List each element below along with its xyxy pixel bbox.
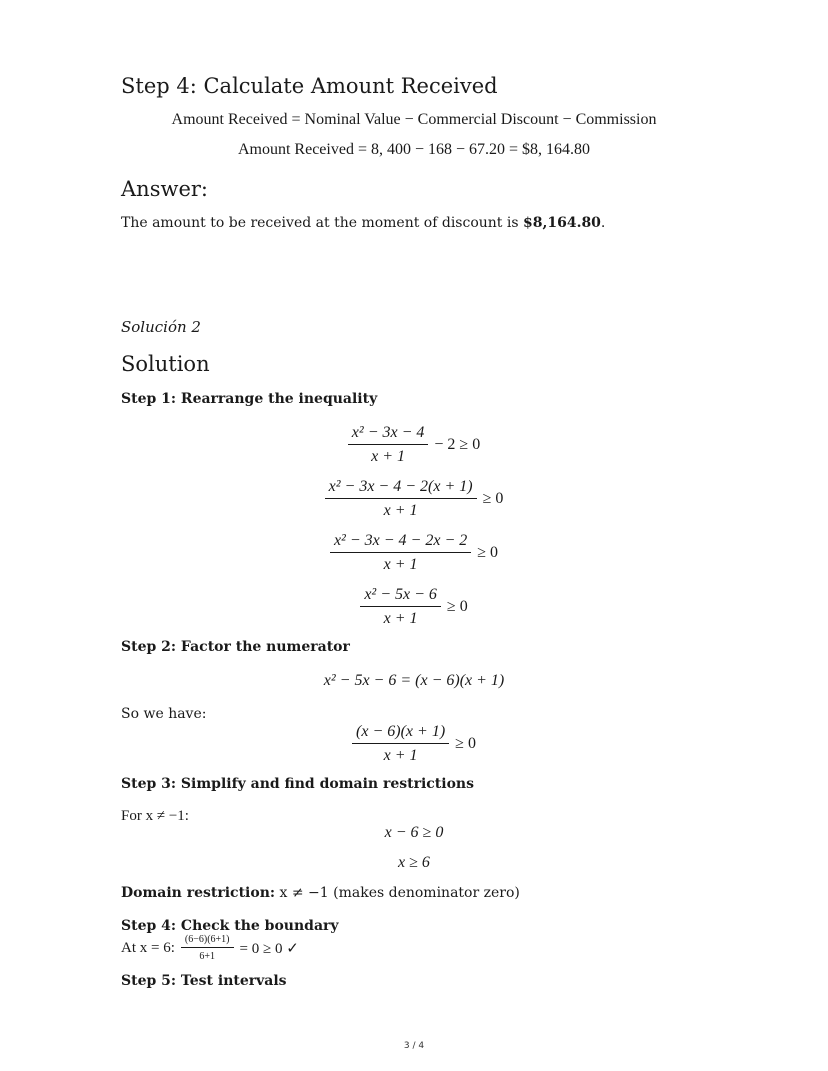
fraction	[352, 723, 449, 765]
denominator: x + 1	[371, 448, 406, 465]
step4-heading: Step 4: Calculate Amount Received	[121, 74, 498, 98]
step2-heading: Step 2: Factor the numerator	[121, 639, 350, 655]
step4-boundary-heading: Step 4: Check the boundary	[121, 918, 339, 934]
factored-inequality	[0, 723, 828, 765]
boundary-prefix: At x = 6:	[121, 939, 175, 956]
solucion-label: Solución 2	[121, 318, 201, 336]
page-number	[0, 1041, 828, 1051]
inequality-row-4	[0, 586, 828, 628]
denominator: 6+1	[199, 951, 216, 962]
formula-text: Amount Received = Nominal Value − Commercial Discount − Commission	[171, 111, 657, 128]
numerator: (6−6)(6+1)	[181, 934, 234, 948]
step1-heading: Step 1: Rearrange the inequality	[121, 391, 378, 407]
simplified-inequality-1	[0, 824, 828, 842]
simplified-text: x ≥ 6	[398, 854, 430, 871]
simplified-inequality-2	[0, 854, 828, 872]
for-x-condition: For x ≠ −1:	[121, 808, 189, 824]
fraction	[360, 586, 441, 628]
numerator: x² − 3x − 4 − 2(x + 1)	[325, 478, 477, 499]
inequality-rest: ≥ 0	[482, 490, 504, 507]
domain-restriction	[121, 885, 520, 901]
solution-heading: Solution	[121, 352, 210, 376]
inequality-rest: ≥ 0	[455, 735, 476, 752]
answer-heading: Answer:	[121, 177, 208, 201]
fraction	[330, 532, 471, 574]
answer-prefix: The amount to be received at the moment of discount is	[121, 215, 523, 231]
fraction	[325, 478, 477, 520]
inequality-row-3	[0, 532, 828, 574]
denominator: x + 1	[383, 610, 418, 627]
factor-equation-text: x² − 5x − 6 = (x − 6)(x + 1)	[323, 672, 505, 689]
inequality-row-2	[0, 478, 828, 520]
numerator: x² − 5x − 6	[360, 586, 441, 607]
answer-text	[121, 215, 605, 231]
answer-value: $8,164.80	[522, 215, 601, 231]
inequality-rest: − 2 ≥ 0	[434, 436, 481, 453]
inequality-rest: ≥ 0	[477, 544, 499, 561]
boundary-fraction	[181, 934, 234, 962]
domain-text: x ≠ −1 (makes denominator zero)	[275, 885, 520, 901]
fraction	[348, 424, 429, 466]
boundary-check	[121, 934, 299, 962]
denominator: x + 1	[383, 502, 418, 519]
domain-label: Domain restriction:	[121, 885, 276, 901]
numerator: (x − 6)(x + 1)	[352, 723, 449, 744]
answer-suffix: .	[600, 215, 606, 231]
simplified-text: x − 6 ≥ 0	[384, 824, 444, 841]
inequality-row-1	[0, 424, 828, 466]
factor-equation	[0, 672, 828, 690]
numerator: x² − 3x − 4	[348, 424, 429, 445]
boundary-result: = 0 ≥ 0 ✓	[239, 940, 299, 957]
step5-heading: Step 5: Test intervals	[121, 973, 287, 989]
amount-received-calculation	[0, 141, 828, 159]
page-number-text: 3 / 4	[403, 1041, 425, 1051]
step3-heading: Step 3: Simplify and find domain restrictions	[121, 776, 474, 792]
denominator: x + 1	[383, 747, 418, 764]
denominator: x + 1	[383, 556, 418, 573]
calculation-text: Amount Received = 8, 400 − 168 − 67.20 = $8, 164.80	[237, 141, 591, 158]
inequality-rest: ≥ 0	[446, 598, 468, 615]
amount-received-formula	[0, 111, 828, 129]
so-we-have-text: So we have:	[121, 706, 207, 722]
numerator: x² − 3x − 4 − 2x − 2	[330, 532, 471, 553]
